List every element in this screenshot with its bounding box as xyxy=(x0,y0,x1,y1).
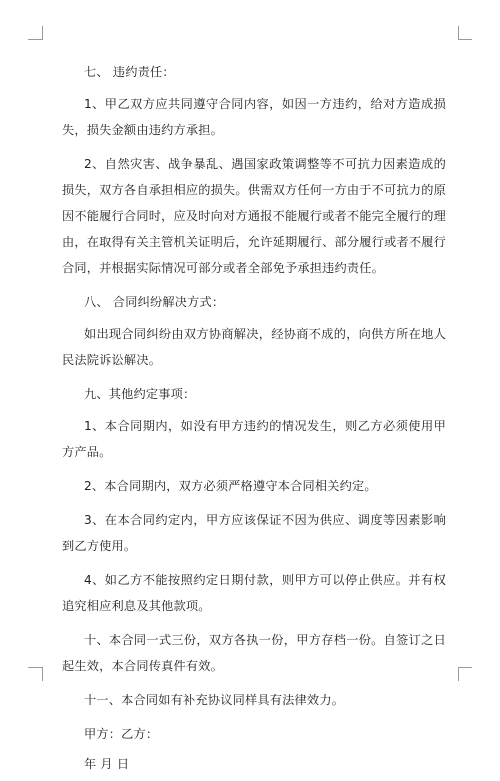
clause-9-4: 4、如乙方不能按照约定日期付款，则甲方可以停止供应。并有权追究相应利息及其他款项。 xyxy=(62,573,446,613)
clause-8-body: 如出现合同纠纷由双方协商解决，经协商不成的，向供方所在地人民法院诉讼解决。 xyxy=(62,327,446,367)
clause-9-1: 1、本合同期内，如没有甲方违约的情况发生，则乙方必须使用甲方产品。 xyxy=(62,419,446,459)
document-body xyxy=(62,59,446,781)
crop-mark-bottom-left-horizontal xyxy=(28,667,42,668)
crop-mark-bottom-right-vertical xyxy=(458,667,459,681)
clause-10: 十、本合同一式三份，双方各执一份，甲方存档一份。自签订之日起生效，本合同传真件有效。 xyxy=(62,633,446,673)
crop-mark-top-left-horizontal xyxy=(28,39,42,40)
crop-mark-top-left-vertical xyxy=(42,26,43,40)
crop-mark-bottom-right-horizontal xyxy=(458,667,472,668)
clause-7-2: 2、自然灾害、战争暴乱、遇国家政策调整等不可抗力因素造成的损失，双方各自承担相应的损失。供需双方任何一方由于不可抗力的原因不能履行合同时，应及时向对方通报不能履行或者不能完全履行的理由，在取得有关主管机关证明后，允许延期履行、部分履行或者不履行合同，并根据实际情况可部分或者全部免予承担违约责任。 xyxy=(62,157,447,275)
signature-parties: 甲方：乙方： xyxy=(83,727,159,741)
clause-7-1: 1、甲乙双方应共同遵守合同内容，如因一方违约，给对方造成损失，损失金额由违约方承担。 xyxy=(62,97,446,137)
section-heading-breach-liability: 七、 违约责任： xyxy=(83,65,175,79)
clause-11: 十一、本合同如有补充协议同样具有法律效力。 xyxy=(83,693,345,707)
crop-mark-top-right-vertical xyxy=(458,26,459,40)
section-heading-dispute-resolution: 八、 合同纠纷解决方式： xyxy=(83,295,225,309)
clause-9-3: 3、在本合同约定内，甲方应该保证不因为供应、调度等因素影响到乙方使用。 xyxy=(62,513,446,553)
crop-mark-top-right-horizontal xyxy=(458,39,472,40)
clause-9-2: 2、本合同期内，双方必须严格遵守本合同相关约定。 xyxy=(83,479,377,493)
section-heading-other-matters: 九、其他约定事项： xyxy=(83,387,196,401)
crop-mark-bottom-left-vertical xyxy=(42,667,43,681)
signature-date: 年 月 日 xyxy=(83,757,130,771)
